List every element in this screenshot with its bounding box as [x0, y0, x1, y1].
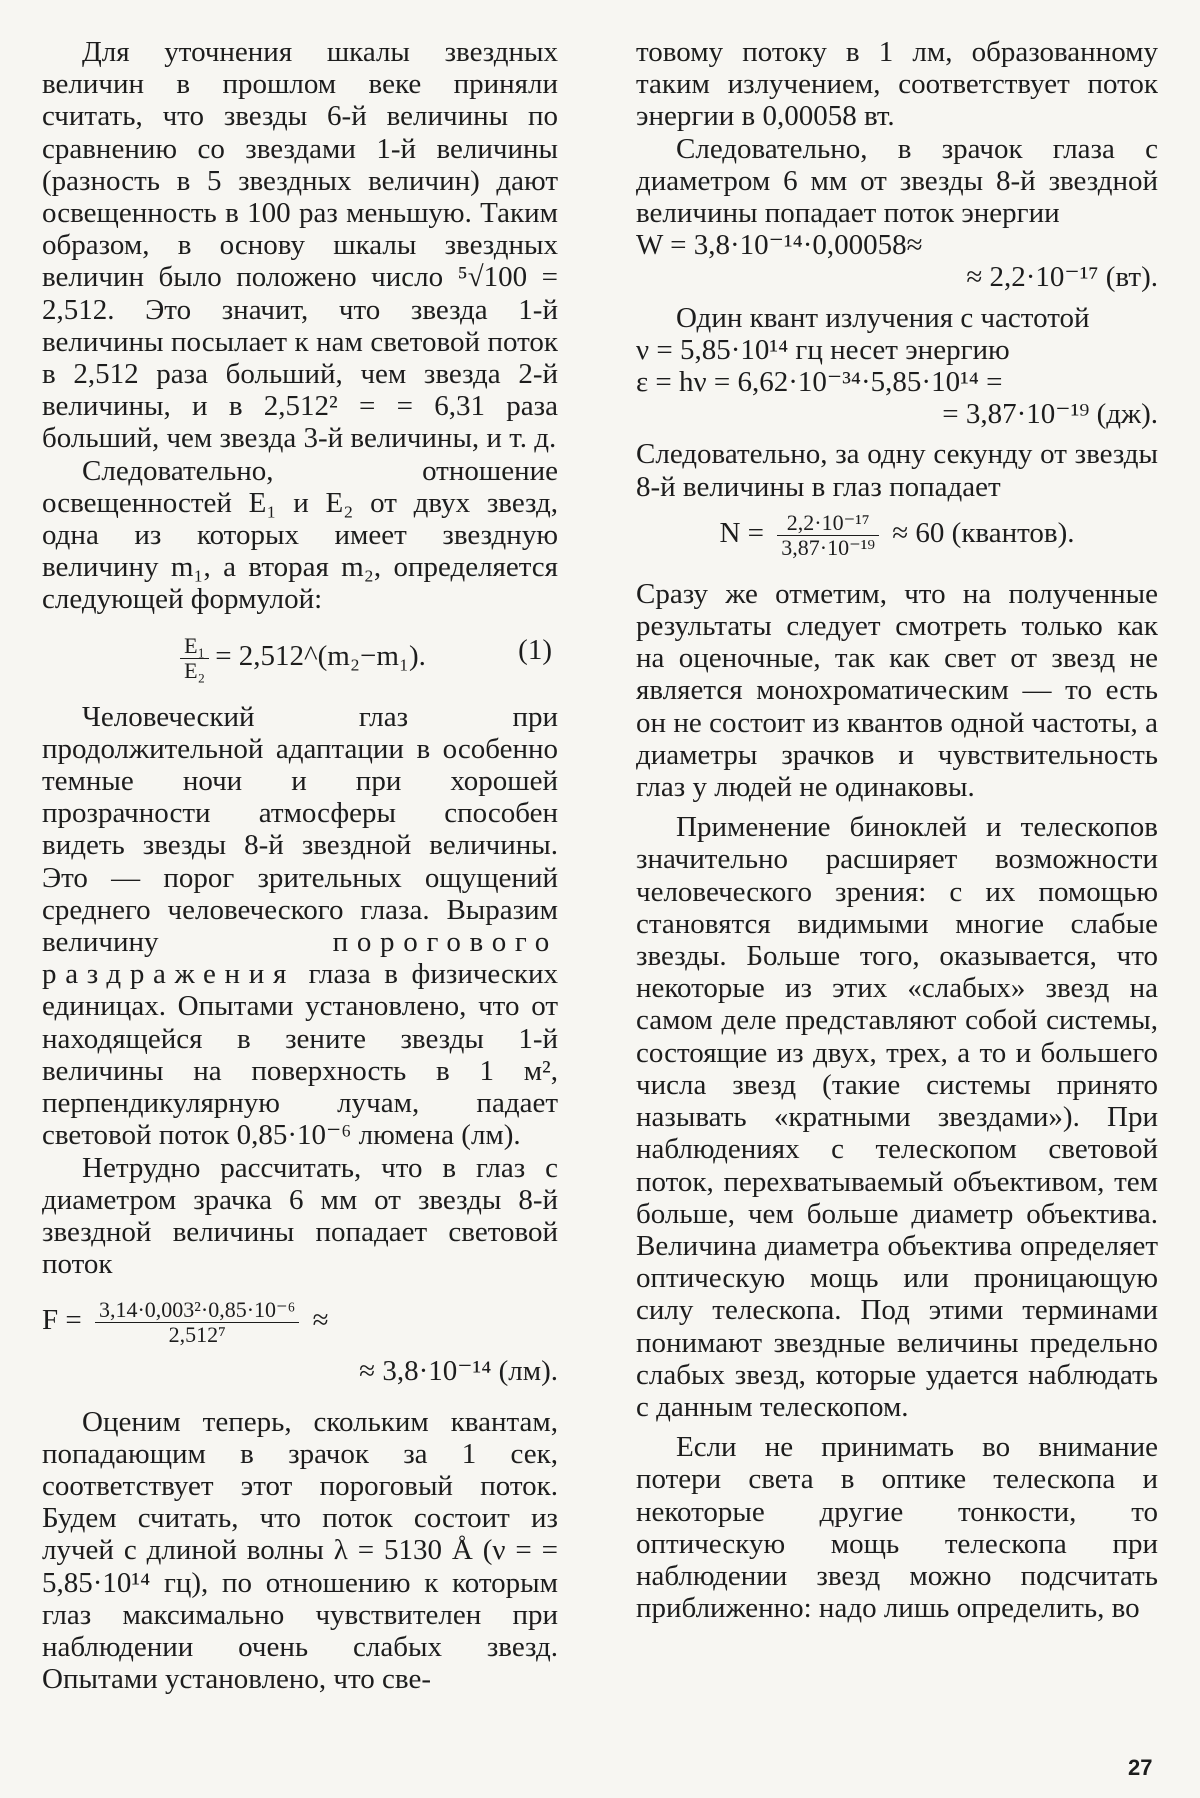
fraction [777, 511, 879, 560]
paragraph [42, 701, 558, 1152]
paragraph: Применение биноклей и телескопов значительно расширяет возможности человеческого зрения: с их помощью становятся видимыми многие слабые звезды. Больше того, оказывается, что некоторые из этих «слабых» звезд на самом деле представляют собой системы, состоящие из двух, трех, а то и большего числа звезд (такие системы принято называть «кратными звездами»). При наблюдениях с телескопом световой поток, перехватываемый объективом, тем больше, чем больше диаметр объектива. Величина диаметра объектива определяет оптическую мощь или проницающую силу телескопа. Под этими терминами понимают звездные величины предельно слабых звезд, которые удается наблюдать с данным телескопом. [636, 811, 1158, 1423]
equation-F-result: ≈ 3,8·10⁻¹⁴ (лм). [359, 1355, 558, 1388]
text: Для уточнения шкалы звездных величин в прошлом веке приняли считать, что звезды 6-й величины по сравнению со звездами 1-й величины (разность в 5 звездных величин) дают освещенность в 100 раз меньшую. Таким образом, в основу шкалы звездных величин было положено число [42, 36, 558, 294]
denominator: E₂ [184, 657, 206, 683]
text: глаза в физических единицах. Опытами установлено, что от находящейся в зените звезды 1-й величины на поверхность в 1 м², перпендикулярную лучам, падает световой поток 0,85·10⁻⁶ люмена (лм). [42, 958, 559, 1152]
fraction [95, 1298, 299, 1347]
right-column [636, 36, 1158, 1624]
equation-rhs: = 2,512^(m₂−m₁). [215, 639, 426, 672]
numerator: 3,14·0,003²·0,85·10⁻⁶ [95, 1298, 299, 1323]
paragraph: Один квант излучения с частотой [676, 301, 1090, 334]
paragraph: Сразу же отметим, что на полученные результаты следует смотреть только как на оценочные, так как свет от звезд не является монохроматическим — то есть он не состоит из квантов одной частоты, а диаметры зрачков и чувствительность глаз у людей не одинаковы. [636, 577, 1158, 804]
equation-epsilon-line2: = 3,87·10⁻¹⁹ (дж). [942, 398, 1158, 431]
equation-lhs: F = [42, 1304, 82, 1337]
paragraph: Следовательно, за одну секунду от звезды 8-й величины в глаз попадает [636, 438, 1158, 503]
denominator: 3,87·10⁻¹⁹ [781, 534, 875, 560]
numerator: E₁ [180, 634, 209, 659]
text: Это значит, что звезда 1-й величины посылает к нам световой поток в 2,512 раза больший, чем звезда 2-й величины, и в 2,512² = = 6,31 раза больший, чем звезда 3-й величины, и т. д. [42, 293, 558, 455]
paragraph: Если не принимать во внимание потери света в оптике телескопа и некоторые другие тонкости, то оптическую мощь телескопа при наблюдении звезд можно подсчитать приближенно: надо лишь определить, во [636, 1431, 1158, 1625]
equation-lhs: N = [719, 517, 765, 549]
equation-rhs: ≈ 60 (квантов). [892, 517, 1075, 549]
equation-N [636, 511, 1158, 560]
approx-sign: ≈ [312, 1304, 329, 1337]
equation-W-line1: W = 3,8·10⁻¹⁴·0,00058≈ [636, 229, 923, 262]
spaced-text: порогового раздражения [42, 926, 558, 991]
equation-1 [42, 634, 558, 683]
paragraph: Нетрудно рассчитать, что в глаз с диаметром зрачка 6 мм от звезды 8-й звездной величины попадает световой поток [42, 1151, 558, 1281]
paragraph: Следовательно, отношение освещенностей E₁ и E₂ от двух звезд, одна из которых имеет звездную величину m₁, а вторая m₂, определяется следующей формулой: [42, 454, 558, 616]
equation-number: (1) [518, 633, 552, 666]
equation-nu: ν = 5,85·10¹⁴ гц несет энергию [636, 333, 1010, 366]
equation-epsilon-line1: ε = hν = 6,62·10⁻³⁴·5,85·10¹⁴ = [636, 366, 1003, 399]
fraction [180, 634, 209, 683]
paragraph [42, 36, 558, 455]
page-number: 27 [1128, 1755, 1153, 1780]
inline-formula: ⁵√100 = 2,512. [42, 261, 558, 326]
left-column [42, 36, 558, 1695]
equation-W-line2: ≈ 2,2·10⁻¹⁷ (вт). [966, 261, 1158, 294]
paragraph: Следовательно, в зрачок глаза с диаметром 6 мм от звезды 8-й звездной величины попадает поток энергии [636, 132, 1158, 230]
paragraph: товому потоку в 1 лм, образованному таким излучением, соответствует поток энергии в 0,00058 вт. [636, 36, 1158, 133]
numerator: 2,2·10⁻¹⁷ [777, 511, 879, 536]
paragraph: Оценим теперь, скольким квантам, попадающим в зрачок за 1 сек, соответствует этот пороговый поток. Будем считать, что поток состоит из лучей с длиной волны λ = 5130 Å (ν = = 5,85·10¹⁴ гц), по отношению к которым глаз максимально чувствителен при наблюдении очень слабых звезд. Опытами установлено, что све- [42, 1405, 558, 1696]
text: Человеческий глаз при продолжительной адаптации в особенно темные ночи и при хорошей прозрачности атмосферы способен видеть звезды 8-й звездной величины. Это — порог зрительных ощущений среднего человеческого глаза. Выразим величину [42, 700, 558, 959]
equation-F [42, 1298, 558, 1347]
denominator: 2,512⁷ [168, 1322, 226, 1348]
